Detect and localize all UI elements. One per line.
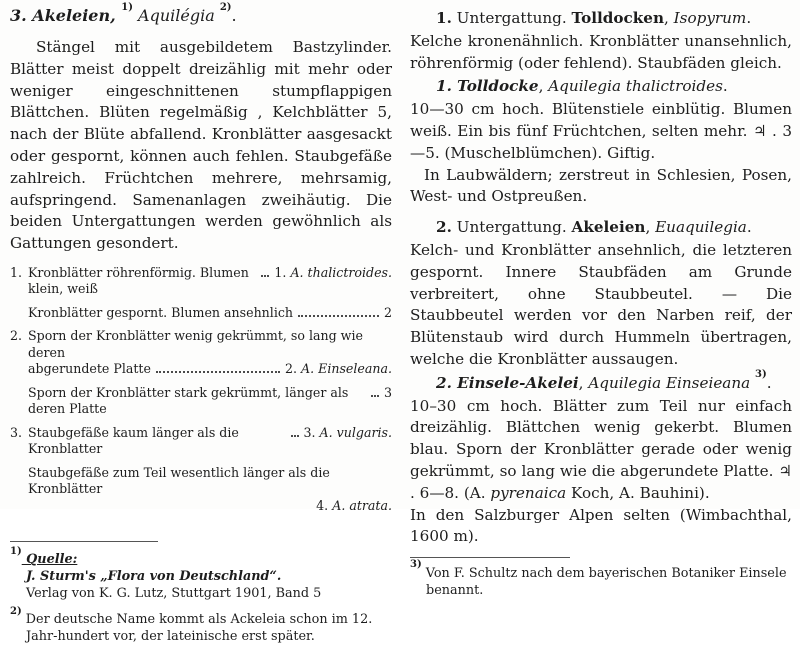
key-result: [285, 361, 392, 378]
key-result: [316, 498, 392, 515]
key-row: [10, 305, 392, 322]
key-result-species: A. thalictroides.: [290, 264, 392, 280]
subgenus-2-latin: Euaquilegia: [655, 218, 747, 237]
species-2-heading: [410, 369, 792, 395]
species-2-german: 2. Einsele-Akelei: [436, 373, 579, 392]
footnote-1-source-title: J. Sturm's „Flora von Deutschland“.: [26, 569, 282, 585]
footnote-3-text: Von F. Schultz nach dem bayerischen Botaniker Einsele benannt.: [421, 566, 787, 599]
key-criterion: Sporn der Kronblätter wenig gekrümmt, so lang wie deren: [28, 328, 363, 360]
subgenus-2-heading: [410, 217, 792, 239]
subgenus-2-number: 2.: [436, 218, 452, 237]
species-1-description: 10—30 cm hoch. Blütenstiele einblütig. Blumen weiß. Ein bis fünf Früchtchen, selten mehr. ♃ . 3—5. (Muschelblümchen). Giftig.: [410, 100, 792, 162]
subgenus-1-german: Tolldocken: [571, 9, 664, 27]
separator: ,: [664, 9, 674, 27]
period: .: [746, 218, 752, 237]
key-criterion: Kronblätter gespornt. Blumen ansehnlich: [28, 304, 294, 320]
key-result: [384, 385, 392, 402]
footnote-3-marker: 3): [410, 559, 422, 571]
left-column: [10, 2, 402, 645]
species-2-description-end: Koch, A. Bauhini).: [566, 483, 710, 502]
footnote-2-text: Der deutsche Name kommt als Ackeleia schon im 12. Jahr-hundert vor, der lateinische erst später.: [21, 612, 373, 645]
key-result-number: 1.: [274, 264, 287, 280]
key-step-number: 2.: [10, 328, 23, 344]
footnote-divider: [410, 557, 570, 558]
genus-description: Stängel mit ausgebildetem Bastzylinder. Blätter meist doppelt dreizählig mit mehr oder weniger eingeschnittenen stumpflappigen Blättchen. Blüten regelmäßig , Kelchblätter 5, nach der Blüte abfallend. Kronblätter aasgesackt oder gespornt, können auch fehlen. Staubgefäße zahlreich. Früchtchen mehrere, mehrsamig, aufspringend. Samenanlagen zweihäutig. Die beiden Untergattungen werden gewöhnlich als Gattungen gesondert.: [10, 38, 392, 253]
genus-heading-german: 3. Akeleien,: [10, 6, 122, 25]
species-1-german: 1. Tolldocke: [436, 77, 539, 96]
right-column: [402, 6, 792, 599]
dot-leader: [291, 435, 299, 437]
separator: ,: [645, 218, 656, 237]
genus-heading-latin: Aquilégia: [132, 6, 220, 25]
key-result-number: 4.: [316, 497, 329, 513]
separator: ,: [538, 77, 549, 96]
subgenus-2-german: Akeleien: [571, 218, 646, 237]
key-result-number: 3.: [303, 424, 316, 440]
key-step-number: 3.: [10, 424, 23, 440]
dot-leader: [156, 371, 280, 373]
subgenus-1-heading: [410, 8, 792, 30]
key-criterion: abgerundete Platte: [28, 361, 151, 377]
species-2-description: [410, 396, 792, 505]
dot-leader: [371, 395, 379, 397]
key-criterion: Staubgefäße kaum länger als die Kronblatter: [28, 424, 239, 457]
key-criterion: Kronblätter röhrenförmig. Blumen klein, weiß: [28, 264, 249, 297]
subgenus-1-number: 1.: [436, 9, 452, 27]
footnote-ref-3: 3): [755, 369, 767, 381]
species-1-habitat: In Laubwäldern; zerstreut in Schlesien, Posen, West- und Ostpreußen.: [410, 165, 792, 206]
footnote-1: [10, 545, 392, 568]
period: .: [766, 373, 772, 392]
key-step-number: 1.: [10, 264, 23, 280]
key-result-species: A. Einseleana.: [301, 361, 392, 377]
key-row: [10, 328, 392, 361]
key-result: [274, 265, 392, 282]
dot-leader: [261, 275, 269, 277]
key-result-species: A. vulgaris.: [319, 424, 392, 440]
species-2-habitat: In den Salzburger Alpen selten (Wimbachthal, 1600 m).: [410, 505, 792, 546]
key-result-species: A. atrata.: [332, 497, 392, 513]
period: .: [722, 77, 728, 96]
subgenus-1-latin: Isopyrum: [673, 9, 747, 27]
key-row: [10, 265, 392, 298]
footnote-2: [10, 605, 392, 645]
species-2-description-text: 10–30 cm hoch. Blätter zum Teil nur einfach dreizählig. Blättchen wenig gekerbt. Blumen blau. Sporn der Kronblätter gerade oder wenig gekrümmt, so lang wie die abgerundete Platte. ♃ . 6—8. (A.: [410, 396, 792, 502]
footnote-divider: [10, 541, 158, 542]
key-result-number: 2: [383, 304, 392, 320]
footnote-ref-1: 1): [121, 2, 133, 14]
key-row-continuation: [10, 361, 392, 378]
footnote-ref-2: 2): [219, 2, 232, 14]
key-criterion: Sporn der Kronblätter stark gekrümmt, länger als deren Platte: [28, 384, 349, 417]
subgenus-2-description: Kelch- und Kronblätter ansehnlich, die letzteren gespornt. Innere Staubfäden am Grunde verbreitert, ohne Staubbeutel. — Die Staubbeutel werden vor den Narben reif, der Blütenstaub wird durch Hummeln übertragen, welche die Kronblätter aussaugen.: [410, 240, 792, 368]
key-result: [304, 425, 393, 442]
key-row: [10, 425, 392, 458]
key-row-continuation: [10, 498, 392, 515]
footnote-1-marker: 1): [10, 545, 22, 557]
period: .: [746, 9, 752, 27]
footnote-1-publisher: Verlag von K. G. Lutz, Stuttgart 1901, Band 5: [26, 586, 322, 602]
footnote-1-label: Quelle:: [21, 552, 78, 568]
genus-heading: [10, 2, 392, 25]
separator: ,: [578, 373, 589, 392]
species-2-latin: Aquilegia Einseieana: [588, 373, 756, 392]
subgenus-2-rank: Untergattung.: [451, 218, 572, 237]
key-result-number: 3: [383, 384, 392, 400]
species-1-latin: Aquilegia thalictroides: [548, 77, 723, 96]
subgenus-1-rank: Untergattung.: [451, 9, 572, 27]
footnote-2-marker: 2): [10, 605, 22, 617]
footnote-3: [410, 559, 792, 599]
key-row: [10, 385, 392, 418]
dot-leader: [298, 315, 379, 317]
key-result: [384, 305, 392, 322]
subgenus-1-description: Kelche kronenähnlich. Kronblätter unansehnlich, röhrenförmig (oder fehlend). Staubfäden gleich.: [410, 31, 792, 72]
species-2-synonym-latin: pyrenaica: [490, 483, 567, 502]
key-row: [10, 465, 392, 498]
key-result-number: 2.: [284, 361, 298, 377]
key-criterion: Staubgefäße zum Teil wesentlich länger als die Kronblätter: [28, 464, 330, 497]
left-footnotes: [10, 545, 392, 645]
right-footnotes: [410, 559, 792, 599]
identification-key: [10, 265, 392, 515]
species-1-heading: [410, 76, 792, 98]
genus-heading-period: .: [231, 6, 237, 25]
